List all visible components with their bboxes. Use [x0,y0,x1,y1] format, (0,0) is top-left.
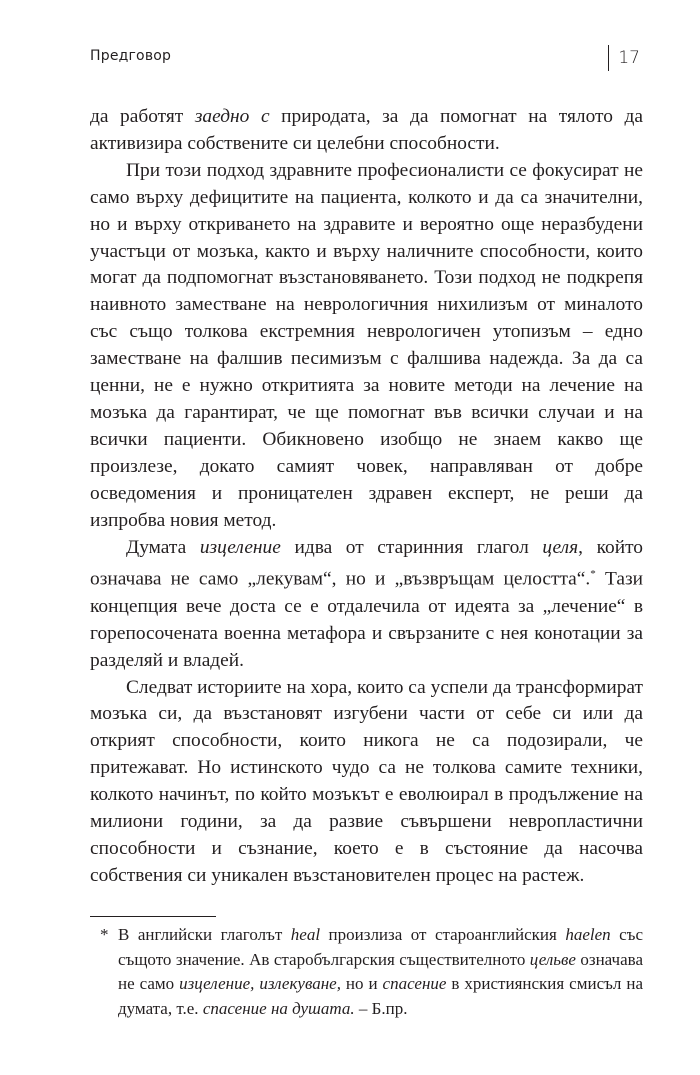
folio [608,44,640,72]
p1-text-a: да работят [90,106,195,127]
footnote-reference[interactable]: * [590,568,596,581]
footnote-mark: * [100,925,109,944]
paragraph-3 [90,535,643,675]
footnote-rule [90,916,216,917]
fn-text-g: означава не само [118,949,643,993]
fn-italic-heal: heal [290,925,321,944]
fn-italic-healing: изцеление, излекуване, [179,974,341,993]
fn-text-i: но и [340,974,383,993]
body-text [90,104,643,890]
running-title: Предговор [90,48,172,64]
p3-italic-verb: целя [542,536,579,558]
fn-text-c: произлиза от староанглийския [320,925,566,944]
running-head [90,44,640,74]
fn-text-a: В английски глаголът [118,925,291,944]
fn-italic-salvation: спасение [382,974,447,993]
paragraph-1 [90,104,643,158]
folio-divider [608,45,609,71]
paragraph-2: При този подход здравните професионалисти се фокусират не само върху дефицитите на пациента, колкото и да са значителни, но и върху откриването на здравите и вероятно още неразбудени участъци от мозъка, както и върху наличните способности, които могат да подпомогнат възстановяването. Този подход не подкрепя наивното заместване на неврологичния нихилизъм от миналото със също толкова екстремния неврологичен утопизъм – едно заместване на фалшив песимизъм с фалшива надежда. За да са ценни, не е нужно откритията за новите методи на лечение на мозъка да гарантират, че ще помогнат във всички случаи и на всички пациенти. Обикновено изобщо не знаем какво ще произлезе, докато самият човек, направляван от добре осведомения и проницателен здравен експерт, не реши да изпробва новия метод. [90,159,643,531]
fn-text-k: в християнския смисъл на думата, т.е. [118,974,643,1018]
fn-italic-celve: цельве [529,949,576,969]
fn-italic-soul: спасение на душата. [202,998,355,1018]
p1-italic-together: заедно с [194,106,270,127]
p3-text-c: идва от старинния глагол [280,536,543,558]
p3-text-f: Тази концепция вече доста се е отдалечила от идеята за „лечение“ в горепосочената военна метафора и свързаните с нея конотации за разделяй и владей. [90,568,643,671]
footnote [90,923,643,1021]
fn-text-e: със същото значение. Ав старобългарския съществителното [118,925,643,969]
footnote-text [90,923,643,1021]
fn-text-m: – Б.пр. [354,998,408,1018]
fn-italic-haelen: haelen [565,925,611,944]
p3-text-a: Думата [126,536,200,558]
p3-italic-healing: изцеление [199,536,281,558]
page-number: 17 [618,48,640,68]
p1-text-c: природата, за да помогнат на тялото да активизира собствените си целебни способности. [90,106,643,154]
p3-text-e: , който означава не само „лекувам“, но и „възвръщам целостта“. [90,536,643,590]
paragraph-4: Следват историите на хора, които са успели да трансформират мозъка си, да възстановят изгубени части от себе си или да открият способности, които никога не са подозирали, че притежават. Но истинското чудо са не толкова самите техники, колкото начинът, по който мозъкът е еволюирал в продължение на милиони години, за да развие съвършени невропластични способности и съзнание, което е в състояние да насочва собствения си уникален възстановителен процес на растеж. [90,676,643,886]
